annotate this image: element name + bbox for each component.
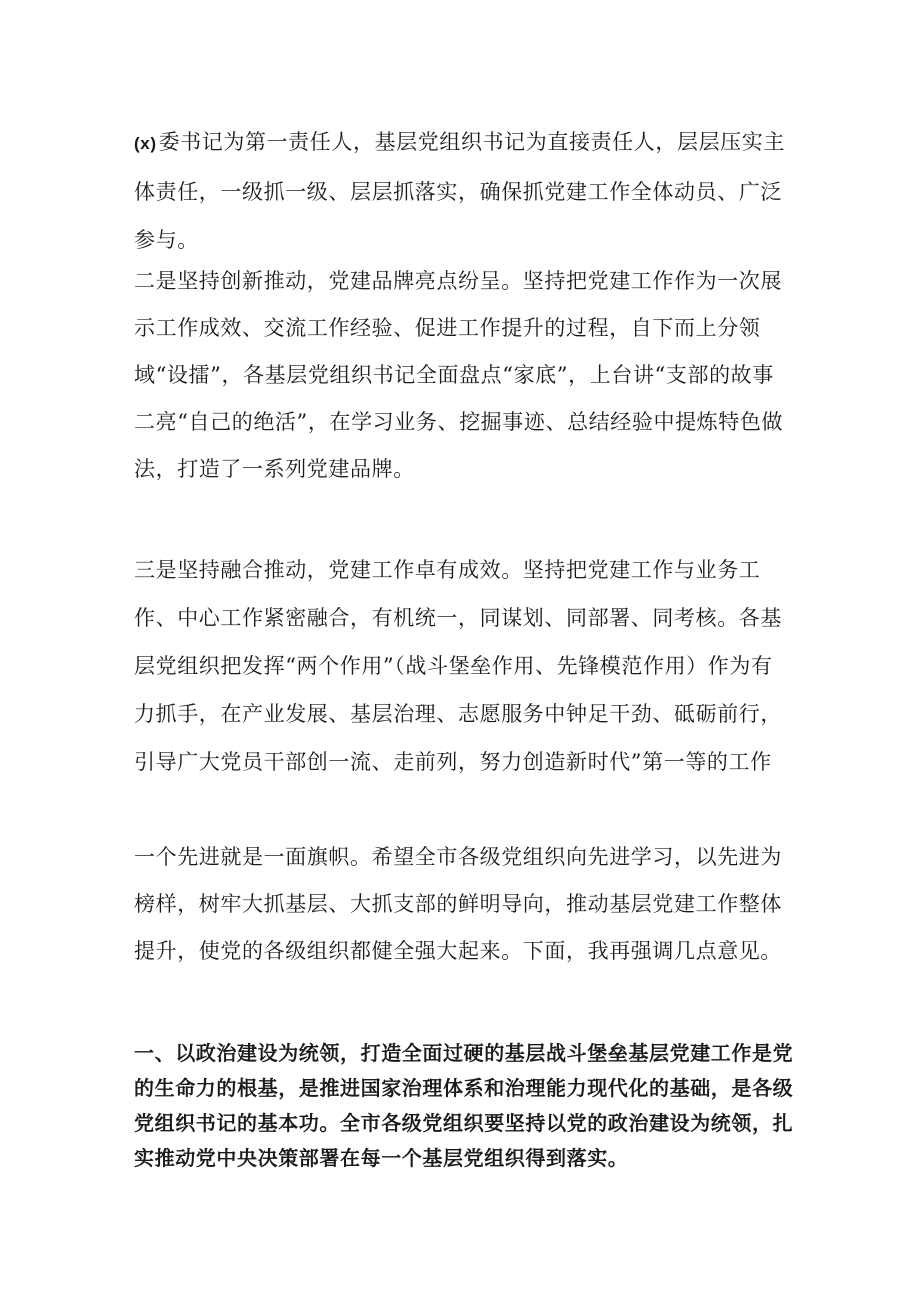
paragraph-integration: 三是坚持融合推动，党建工作卓有成效。坚持把党建工作与业务工作、中心工作紧密融合，有机统一，同谋划、同部署、同考核。各基层党组织把发挥“两个作用”（战斗堡垒作用、先锋模范作用）作为有力抓手，在产业发展、基层治理、志愿服务中钟足干劲、砥砺前行，引导广大党员干部创一流、走前列，努力创造新时代”第一等的工作 xyxy=(134,558,782,774)
paragraph-innovation: 二是坚持创新推动，党建品牌亮点纷呈。坚持把党建工作作为一次展示工作成效、交流工作经验、促进工作提升的过程，自下而上分领域“设擂”，各基层党组织书记全面盘点“家底”，上台讲“支部的故事二亮“自己的绝活”，在学习业务、挖掘事迹、总结经验中提炼特色做法，打造了一系列党建品牌。 xyxy=(134,269,784,481)
paragraph-advanced-banner: 一个先进就是一面旗帜。希望全市各级党组织向先进学习，以先进为榜样，树牢大抓基层、大抓支部的鲜明导向，推动基层党建工作整体提升，使党的各级组织都健全强大起来。下面，我再强调几点意见。 xyxy=(134,845,782,963)
paragraph-prefix: (x) xyxy=(134,134,157,153)
section-heading-political-building: 一、以政治建设为统领，打造全面过硬的基层战斗堡垒基层党建工作是党的生命力的根基，是推进国家治理体系和治理能力现代化的基础，是各级党组织书记的基本功。全市各级党组织要坚持以党的政治建设为统领，扎实推动党中央决策部署在每一个基层党组织得到落实。 xyxy=(134,1041,794,1170)
paragraph-responsibility xyxy=(134,118,794,264)
paragraph-text: 委书记为第一责任人，基层党组织书记为直接责任人，层层压实主体责任，一级抓一级、层层抓落实，确保抓党建工作全体动员、广泛参与。 xyxy=(134,130,785,252)
